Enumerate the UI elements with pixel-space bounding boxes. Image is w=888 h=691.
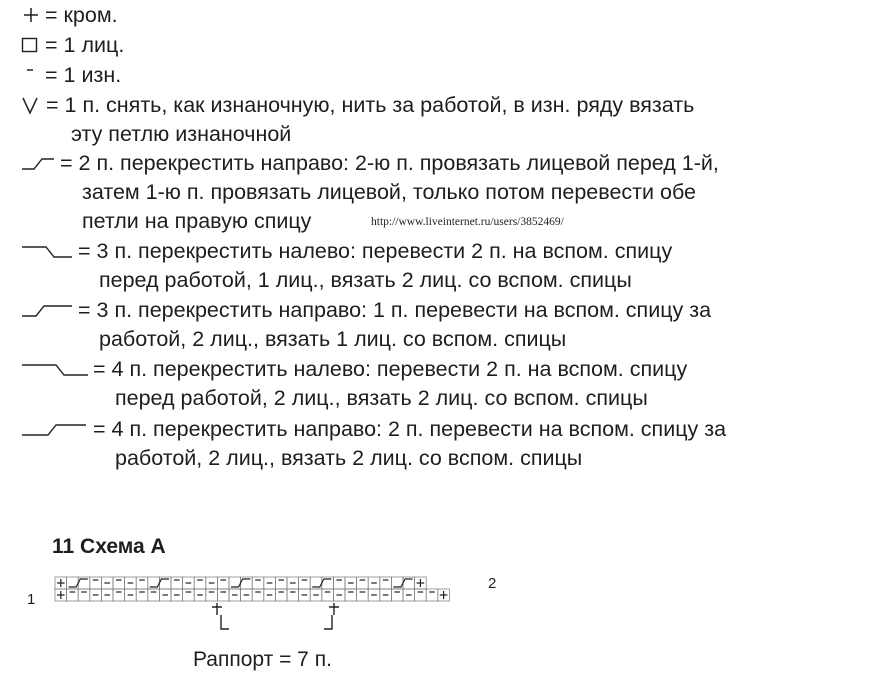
chart-cell [415,589,427,601]
chart-cell [171,577,183,589]
legend-text: = 1 изн. [45,63,122,87]
chart-cell [148,589,160,601]
watermark-url: http://www.liveinternet.ru/users/3852469/ [371,216,564,228]
chart-cell [357,577,369,589]
chart-cell [113,589,125,601]
chart-cell [391,589,403,601]
chart-cell [275,577,287,589]
legend-text-cont: работой, 2 лиц., вязать 2 лиц. со вспом. спицы [115,446,583,470]
row-number-left: 1 [27,591,36,608]
chart-title: 11 Схема А [52,535,166,558]
legend-text: = 2 п. перекрестить направо: 2-ю п. провязать лицевой перед 1-й, [60,151,719,175]
chart-cell [275,589,287,601]
legend-text-cont: петли на правую спицу [82,209,312,233]
chart-cell [426,589,438,601]
legend-text-cont: перед работой, 1 лиц., вязать 2 лиц. со вспом. спицы [99,268,632,292]
chart-cell [380,577,392,589]
chart-cell [194,577,206,589]
row-number-right: 2 [488,575,497,592]
chart-cell [78,589,90,601]
chart-cell [252,577,264,589]
chart-cell [345,589,357,601]
chart-cell [113,577,125,589]
rapport-marker-left [212,603,229,629]
chart-cell [136,589,148,601]
chart-cell [252,589,264,601]
rapport-marker-right [324,603,339,629]
chart-cell [357,589,369,601]
legend-text: = 4 п. перекрестить направо: 2 п. перевести на вспом. спицу за [93,417,727,441]
chart-cell [90,577,102,589]
chart-cell [322,589,334,601]
legend-text-cont: работой, 2 лиц., вязать 1 лиц. со вспом. спицы [99,327,567,351]
cell-edge-stitch [440,591,448,599]
chart-cell [67,589,79,601]
legend-text-cont: затем 1-ю п. провязать лицевой, только потом перевести обе [82,180,696,204]
chart-cell [217,589,229,601]
cell-edge-stitch [57,591,65,599]
legend-text: = 3 п. перекрестить налево: перевести 2 п. на вспом. спицу [78,239,673,263]
cell-edge-stitch [417,579,425,587]
legend-text-cont: эту петлю изнаночной [71,122,292,146]
legend-text: = кром. [45,3,118,27]
chart-cell [206,589,218,601]
legend-text-cont: перед работой, 2 лиц., вязать 2 лиц. со вспом. спицы [115,386,648,410]
legend-text: = 3 п. перекрестить направо: 1 п. перевести на вспом. спицу за [78,298,712,322]
legend-text: = 4 п. перекрестить налево: перевести 2 п. на вспом. спицу [93,357,688,381]
legend-text: = 1 лиц. [45,33,125,57]
chart-cell [136,577,148,589]
chart-cell [217,577,229,589]
chart-cell [287,589,299,601]
chart-cell [333,577,345,589]
legend-text: = 1 п. снять, как изнаночную, нить за работой, в изн. ряду вязать [46,93,695,117]
chart-cell [299,577,311,589]
rapport-label: Раппорт = 7 п. [193,648,332,671]
chart-cell [183,589,195,601]
cell-edge-stitch [57,579,65,587]
